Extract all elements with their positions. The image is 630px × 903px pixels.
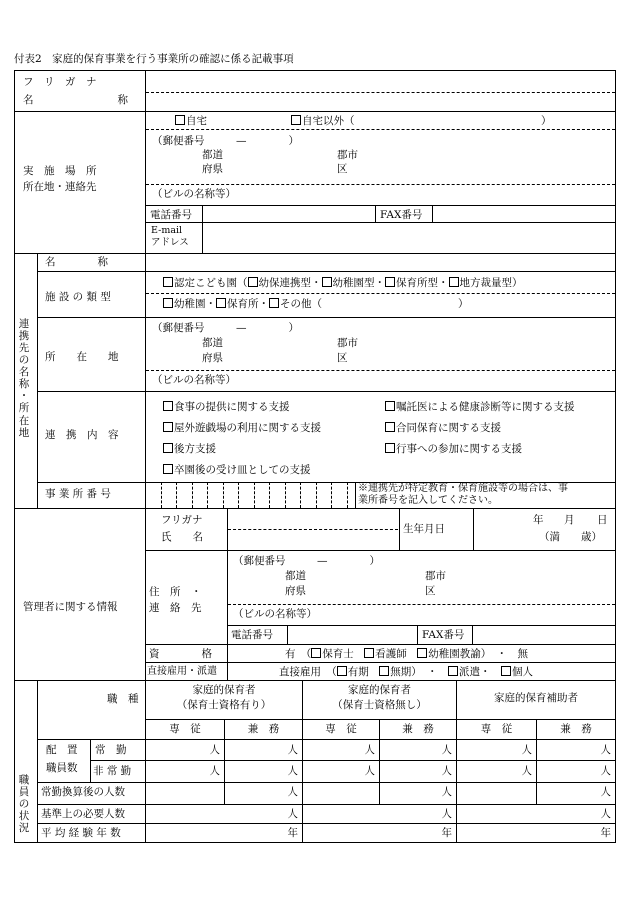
checkbox-icon[interactable] [248, 277, 258, 287]
other-option-label: 自宅以外（ [302, 115, 355, 127]
office-number-field[interactable] [146, 483, 354, 507]
dedicated-header: 専 従 [325, 723, 357, 735]
unit-person: 人 [287, 744, 298, 756]
name-field[interactable] [146, 93, 614, 111]
concurrent-header: 兼 務 [402, 723, 434, 735]
unit-year: 年 [441, 827, 452, 839]
document-caption: 付表2 家庭的保育事業を行う事業所の確認に係る記載事項 [14, 53, 294, 65]
checkbox-icon[interactable] [311, 648, 321, 658]
checkbox-icon[interactable] [322, 277, 332, 287]
paren-close: ） [541, 115, 552, 127]
unit-person: 人 [441, 808, 452, 820]
postal-code-label: （郵便番号 — ） [152, 322, 299, 334]
checkbox-icon [385, 422, 395, 432]
venue-contact-label: 所在地・連絡先 [23, 181, 97, 193]
city-label: 郡市 [425, 570, 446, 582]
prefecture-label-2: 府県 [202, 163, 223, 175]
furigana-field[interactable] [146, 72, 614, 92]
unit-year: 年 [600, 827, 611, 839]
ward-label: 区 [425, 585, 436, 597]
manager-address-label: 住 所 ・ [149, 586, 202, 598]
manager-furigana-label: フリガナ [161, 514, 203, 526]
checkbox-icon [163, 464, 173, 474]
age-label: （満 歳） [539, 531, 602, 543]
unit-person: 人 [600, 786, 611, 798]
birth-date-label: 生年月日 [403, 523, 445, 535]
manager-contact-label: 連 絡 先 [149, 602, 202, 614]
office-number-note-2: 業所番号を記入してください。 [358, 495, 498, 506]
prefecture-label: 都道 [285, 570, 306, 582]
fax-label: FAX番号 [380, 209, 423, 221]
year-label: 年 [533, 514, 544, 526]
checkbox-meal-support[interactable]: 食事の提供に関する支援 [163, 401, 290, 414]
manager-info-label: 管理者に関する情報 [23, 601, 118, 613]
checkbox-icon[interactable] [269, 298, 279, 308]
manager-furigana-field[interactable] [228, 509, 398, 529]
occupation-label: 職 種 [107, 693, 139, 705]
employment-options: 直接雇用 （ 有期 無期） ・ 派遣・ 個人 [279, 666, 533, 678]
parttime-row-label: 非 常 勤 [93, 765, 132, 777]
city-label: 郡市 [337, 337, 358, 349]
fte-count-label: 常勤換算後の人数 [41, 786, 125, 798]
dedicated-header: 専 従 [169, 723, 201, 735]
checkbox-icon [175, 115, 185, 125]
checkbox-icon[interactable] [379, 666, 389, 676]
unit-person: 人 [287, 808, 298, 820]
facility-type-label: 施 設 の 類 型 [45, 291, 111, 303]
checkbox-icon[interactable] [337, 666, 347, 676]
unit-person: 人 [209, 744, 220, 756]
column-header-assistant: 家庭的保育補助者 [494, 692, 578, 704]
fulltime-row-label: 常 勤 [95, 744, 127, 756]
unit-person: 人 [521, 765, 532, 777]
partner-name-field[interactable] [146, 254, 614, 271]
checkbox-icon [163, 401, 173, 411]
city-label: 郡市 [337, 149, 358, 161]
checkbox-icon[interactable] [385, 277, 395, 287]
prefecture-label: 都道 [202, 149, 223, 161]
concurrent-header: 兼 務 [247, 723, 280, 735]
unit-person: 人 [441, 786, 452, 798]
form-table [14, 70, 616, 843]
furigana-label: フ リ ガ ナ [23, 76, 97, 88]
office-number-label: 事 業 所 番 号 [45, 488, 111, 500]
checkbox-home[interactable] [175, 115, 207, 128]
checkbox-other-than-home[interactable] [291, 115, 355, 128]
checkbox-icon[interactable] [501, 666, 511, 676]
facility-type-row2: 幼稚園・ 保育所・ その他（ [163, 298, 322, 311]
email-label-2: アドレス [151, 237, 189, 248]
employment-label: 直接雇用・派遣 [147, 666, 217, 677]
qualification-label: 資 格 [149, 648, 212, 660]
manager-name-label: 氏 名 [161, 531, 203, 543]
unit-person: 人 [364, 744, 375, 756]
column-header-qualified: 家庭的保育者 [192, 684, 256, 696]
staff-assigned-label: 配 置 [46, 744, 78, 756]
unit-person: 人 [209, 765, 220, 777]
checkbox-icon [291, 115, 301, 125]
checkbox-joint-childcare-support[interactable]: 合同保育に関する支援 [385, 422, 501, 435]
checkbox-backup-support[interactable]: 後方支援 [163, 443, 216, 456]
checkbox-icon[interactable] [448, 666, 458, 676]
checkbox-icon [163, 422, 173, 432]
postal-code-label: （郵便番号 — ） [152, 135, 299, 147]
email-label: E-mail [151, 225, 183, 236]
checkbox-icon[interactable] [449, 277, 459, 287]
unit-person: 人 [364, 765, 375, 777]
facility-type-row1: 認定こども園（ 幼保連携型・ 幼稚園型・ 保育所型・ 地方裁量型） [163, 277, 523, 290]
ward-label: 区 [337, 163, 348, 175]
checkbox-event-support[interactable]: 行事への参加に関する支援 [385, 443, 522, 456]
unit-person: 人 [441, 744, 452, 756]
postal-code-label: （郵便番号 — ） [233, 555, 380, 567]
required-count-label: 基準上の必要人数 [41, 808, 125, 820]
venue-label: 実 施 場 所 [23, 165, 97, 177]
partner-address-label: 所 在 地 [45, 351, 119, 363]
column-header-unqualified-sub: （保育士資格無し） [332, 699, 427, 711]
manager-fax-field[interactable] [473, 626, 614, 643]
checkbox-playground-support[interactable]: 屋外遊戯場の利用に関する支援 [163, 422, 321, 435]
tel-field[interactable] [203, 206, 374, 222]
dedicated-header: 専 従 [480, 723, 513, 735]
building-name-label: （ビルの名称等） [152, 188, 236, 200]
name-label: 名 称 [23, 94, 128, 106]
unit-person: 人 [600, 808, 611, 820]
column-header-unqualified: 家庭的保育者 [348, 684, 411, 696]
unit-person: 人 [287, 765, 298, 777]
checkbox-icon [385, 443, 395, 453]
avg-experience-label: 平 均 経 験 年 数 [41, 827, 121, 839]
building-name-label: （ビルの名称等） [152, 374, 236, 386]
fax-label: FAX番号 [422, 629, 465, 641]
checkbox-icon[interactable] [216, 298, 226, 308]
prefecture-label-2: 府県 [285, 585, 306, 597]
unit-person: 人 [600, 744, 611, 756]
tel-label: 電話番号 [231, 629, 273, 641]
unit-person: 人 [521, 744, 532, 756]
checkbox-icon [385, 401, 395, 411]
building-name-label: （ビルの名称等） [233, 608, 317, 620]
office-number-note: ※連携先が特定教育・保育施設等の場合は、事 [358, 483, 568, 494]
paren-close: ） [458, 298, 469, 310]
manager-tel-field[interactable] [288, 626, 416, 643]
partner-name-label: 名 称 [45, 256, 108, 268]
checkbox-icon[interactable] [163, 277, 173, 287]
checkbox-icon[interactable] [417, 648, 427, 658]
checkbox-health-check-support[interactable]: 嘱託医による健康診断等に関する支援 [385, 401, 575, 414]
staff-side-label: 職 員 の 状 況 [18, 774, 30, 835]
unit-year: 年 [287, 827, 298, 839]
qualification-options: 有 （ 保育士 看護師 幼稚園教諭） ・ 無 [285, 648, 528, 660]
checkbox-graduate-support[interactable]: 卒園後の受け皿としての支援 [163, 464, 311, 477]
home-option-label: 自宅 [186, 115, 207, 127]
prefecture-label-2: 府県 [202, 352, 223, 364]
staff-count-label: 職員数 [46, 762, 78, 774]
email-field[interactable] [203, 223, 614, 252]
checkbox-icon [163, 443, 173, 453]
unit-person: 人 [600, 765, 611, 777]
unit-person: 人 [441, 765, 452, 777]
column-header-qualified-sub: （保育士資格有り） [176, 699, 272, 711]
ward-label: 区 [337, 352, 348, 364]
prefecture-label: 都道 [202, 337, 223, 349]
partner-side-label: 連 携 先 の 名 称 ・ 所 在 地 [18, 318, 30, 439]
checkbox-icon[interactable] [163, 298, 173, 308]
cooperation-content-label: 連 携 内 容 [45, 429, 119, 441]
manager-name-field[interactable] [228, 530, 398, 550]
concurrent-header: 兼 務 [560, 723, 592, 735]
tel-label: 電話番号 [150, 209, 192, 221]
month-label: 月 [564, 514, 575, 526]
fax-field[interactable] [433, 206, 614, 222]
day-label: 日 [597, 514, 608, 526]
unit-person: 人 [287, 786, 298, 798]
checkbox-icon[interactable] [364, 648, 374, 658]
